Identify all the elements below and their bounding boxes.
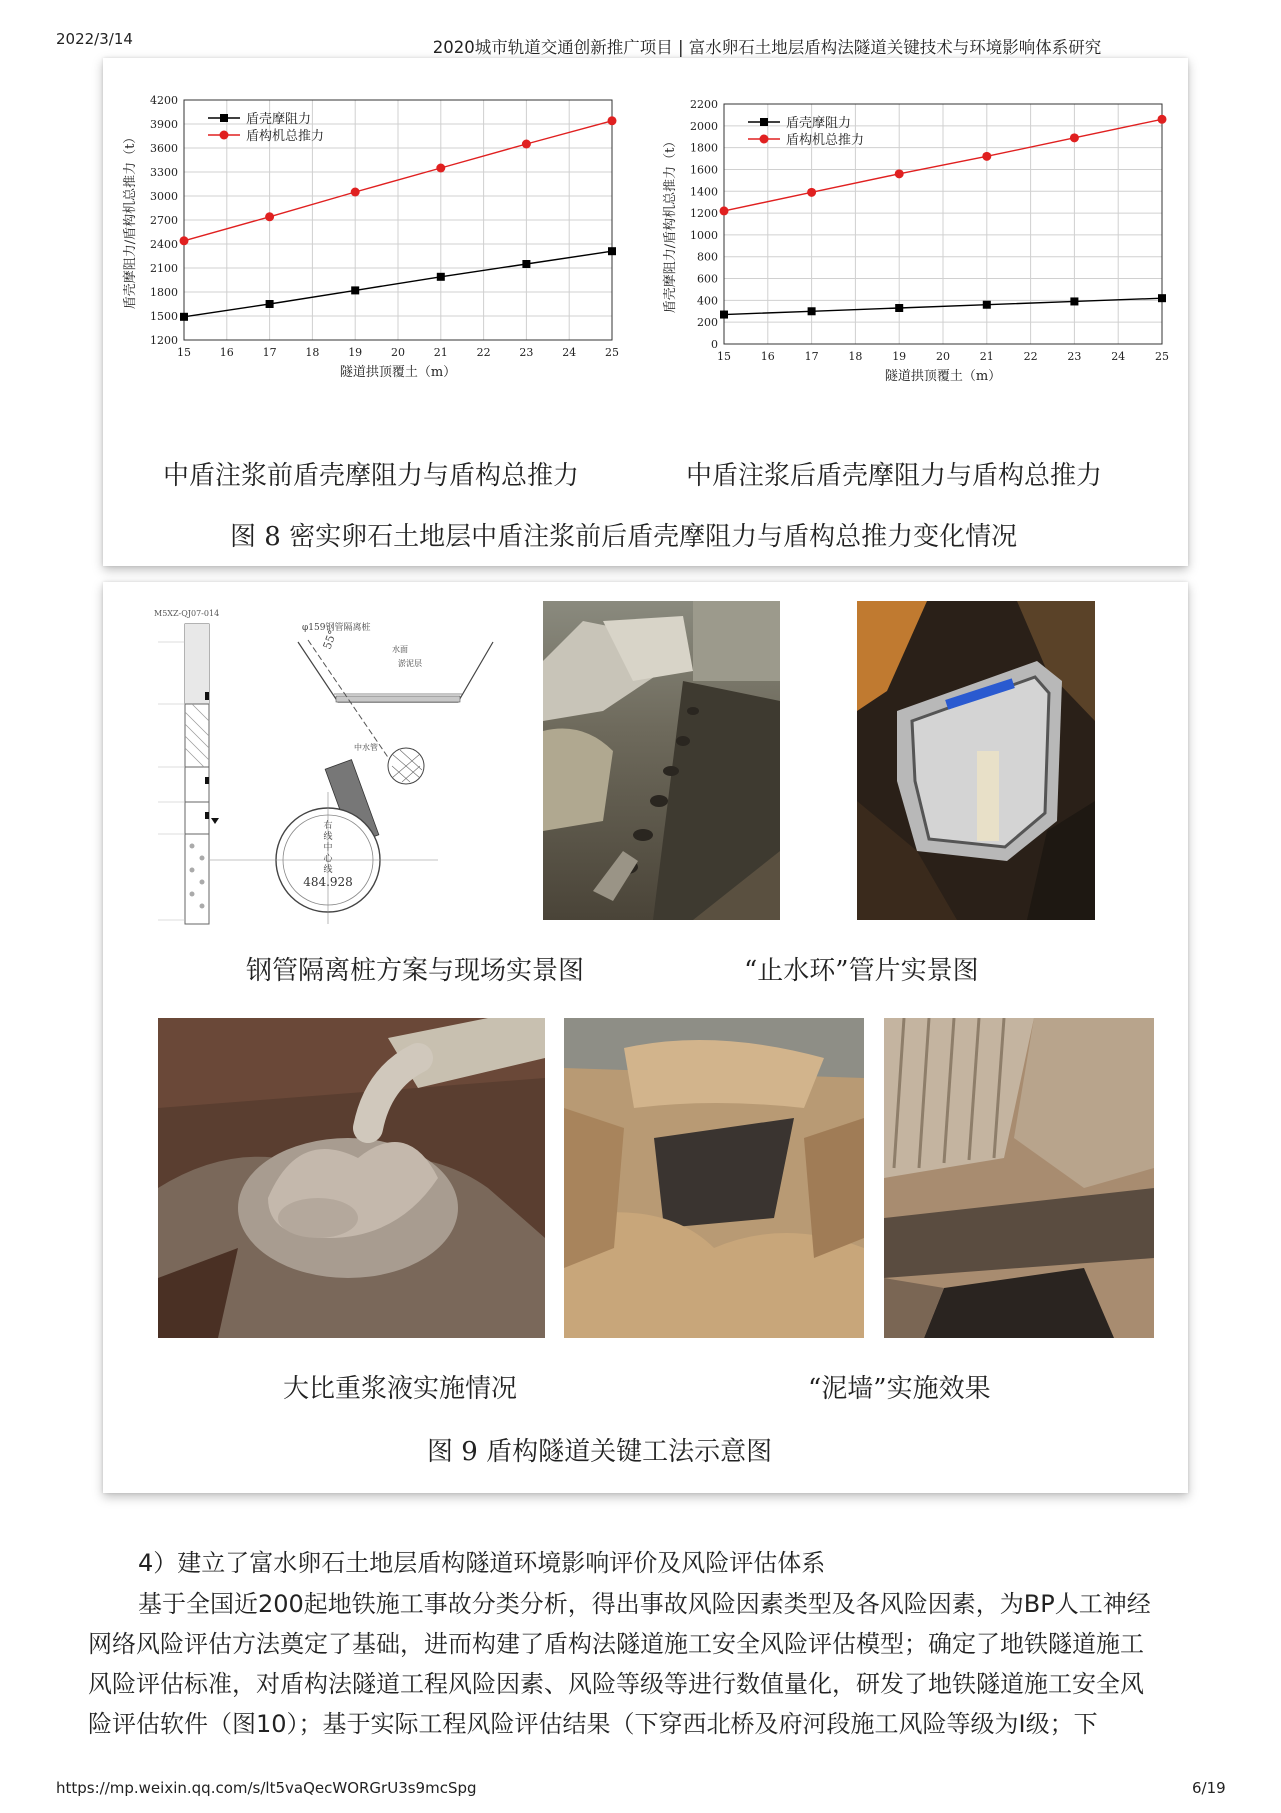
figure-8-caption: 图 8 密实卵石土地层中盾注浆前后盾壳摩阻力与盾构总推力变化情况 <box>230 522 1018 552</box>
chart-right-legend-label-0: 盾壳摩阻力 <box>786 116 852 131</box>
drawing-elevation-label: 484.928 <box>303 875 353 889</box>
drawing-center-label-4: 心 <box>323 854 333 864</box>
chart-right-point-1-1 <box>807 188 816 197</box>
chart-right-point-0-0 <box>720 311 728 319</box>
chart-right-point-1-2 <box>895 169 904 178</box>
print-page-title: 2020城市轨道交通创新推广项目 | 富水卵石土地层盾构法隧道关键技术与环境影响体系研究 <box>432 38 1102 57</box>
chart-right-y-tick-label-1: 200 <box>697 316 718 330</box>
drawing-water-label: 水面 <box>392 645 408 654</box>
chart-left-legend-marker-0 <box>220 114 228 122</box>
chart-left-x-tick-label-9: 24 <box>562 346 577 359</box>
chart-left-point-0-3 <box>437 273 445 281</box>
drawing-angle-label: 55° <box>320 628 340 652</box>
chart-right-x-axis-label: 隧道拱顶覆土（m） <box>884 369 1002 384</box>
chart-right-x-tick-label-4: 19 <box>892 350 907 363</box>
chart-left-point-0-2 <box>351 286 359 294</box>
chart-right-point-1-0 <box>720 206 729 215</box>
body-line-3: 风险评估标准，对盾构法隧道工程风险因素、风险等级等进行数值量化，研发了地铁隧道施工安全风 <box>88 1670 1144 1698</box>
chart-right-x-tick-label-5: 20 <box>936 350 950 363</box>
chart-left-y-tick-label-7: 3300 <box>150 166 178 179</box>
chart-left-x-axis-label: 隧道拱顶覆土（m） <box>339 365 457 380</box>
drawing-pipe2-label: 中水管 <box>354 743 378 752</box>
chart-left-x-tick-label-6: 21 <box>433 346 448 359</box>
chart-left-legend-marker-1 <box>220 131 229 140</box>
chart-right-point-1-4 <box>1070 133 1079 142</box>
chart-left-point-1-0 <box>180 236 189 245</box>
drawing-center-label-2: 线 <box>323 832 333 842</box>
chart-left-point-0-1 <box>266 300 274 308</box>
chart-left-x-tick-label-7: 22 <box>476 346 491 359</box>
caption-before-grouting: 中盾注浆前盾壳摩阻力与盾构总推力 <box>163 461 580 491</box>
chart-left-x-tick-label-8: 23 <box>519 346 534 359</box>
caption-isolation-pile: 钢管隔离桩方案与现场实景图 <box>246 956 585 986</box>
chart-right-x-tick-label-9: 24 <box>1111 350 1126 363</box>
chart-left-x-tick-label-3: 18 <box>305 346 320 359</box>
chart-right-y-tick-label-6: 1200 <box>690 207 718 221</box>
chart-right-x-tick-label-0: 15 <box>717 350 731 363</box>
drawing-code-label: M5XZ-QJ07-014 <box>154 609 220 618</box>
caption-heavy-grout: 大比重浆液实施情况 <box>283 1374 518 1404</box>
chart-left-point-1-5 <box>608 116 617 125</box>
drawing-mud-label: 淤泥层 <box>398 659 422 668</box>
drawing-center-label-1: 右 <box>323 821 333 831</box>
chart-before-grouting <box>120 88 620 418</box>
chart-right-x-tick-label-7: 22 <box>1023 350 1038 363</box>
chart-left-y-tick-label-2: 1800 <box>150 286 178 299</box>
chart-left-y-tick-label-10: 4200 <box>150 94 178 107</box>
chart-left-point-1-4 <box>522 140 531 149</box>
drawing-center-label-3: 中 <box>323 843 333 853</box>
chart-left-point-1-1 <box>265 212 274 221</box>
chart-left-y-tick-label-8: 3600 <box>150 142 178 155</box>
chart-right-y-tick-label-0: 0 <box>711 338 718 351</box>
chart-left-point-1-2 <box>351 188 360 197</box>
caption-mud-wall: “泥墙”实施效果 <box>808 1374 991 1404</box>
drawing-pipe-label: φ159钢管隔离桩 <box>302 623 371 633</box>
chart-right-point-0-2 <box>895 304 903 312</box>
chart-right-x-tick-label-3: 18 <box>848 350 863 363</box>
chart-left-point-0-4 <box>522 260 530 268</box>
chart-right-y-tick-label-7: 1400 <box>690 185 718 199</box>
photo-mud-wall-1 <box>564 1018 864 1338</box>
chart-right-point-1-5 <box>1158 115 1167 124</box>
drawing-center-label-5: 线 <box>323 865 333 875</box>
chart-left-point-0-0 <box>180 313 188 321</box>
chart-right-y-tick-label-10: 2000 <box>690 119 718 133</box>
chart-left-point-0-5 <box>608 247 616 255</box>
chart-left-x-tick-label-1: 16 <box>219 346 234 359</box>
chart-right-x-tick-label-10: 25 <box>1155 350 1169 363</box>
chart-left-y-axis-label: 盾壳摩阻力/盾构机总推力（t） <box>123 130 138 310</box>
chart-right-x-tick-label-6: 21 <box>979 350 994 363</box>
print-date: 2022/3/14 <box>56 30 133 48</box>
photo-water-stop-ring-segment <box>857 601 1095 920</box>
chart-right-legend-marker-1 <box>760 135 769 144</box>
chart-right-x-tick-label-1: 16 <box>760 350 775 363</box>
section-heading: 4）建立了富水卵石土地层盾构隧道环境影响评价及风险评估体系 <box>138 1549 826 1577</box>
chart-right-y-tick-label-4: 800 <box>697 250 718 264</box>
chart-left-x-tick-label-2: 17 <box>262 346 277 359</box>
chart-left-legend-label-0: 盾壳摩阻力 <box>246 112 312 127</box>
chart-left-x-tick-label-4: 19 <box>348 346 363 359</box>
chart-left-y-tick-label-1: 1500 <box>150 310 178 323</box>
chart-right-point-0-1 <box>808 307 816 315</box>
chart-left-y-tick-label-6: 3000 <box>150 190 178 203</box>
figure-9-caption: 图 9 盾构隧道关键工法示意图 <box>427 1437 773 1467</box>
chart-right-y-axis-label: 盾壳摩阻力/盾构机总推力（t） <box>663 134 678 314</box>
chart-right-x-tick-label-2: 17 <box>804 350 819 363</box>
chart-right-y-tick-label-11: 2200 <box>690 98 718 111</box>
chart-right-y-tick-label-3: 600 <box>697 272 718 286</box>
footer-url: https://mp.weixin.qq.com/s/lt5vaQecWORGrU3s9mcSpg <box>56 1779 477 1797</box>
chart-right-point-0-4 <box>1070 297 1078 305</box>
chart-left-x-tick-label-5: 20 <box>391 346 405 359</box>
chart-right-legend-marker-0 <box>760 118 768 126</box>
chart-right-y-tick-label-8: 1600 <box>690 163 718 177</box>
chart-right-y-tick-label-9: 1800 <box>690 141 718 155</box>
body-line-2: 网络风险评估方法奠定了基础，进而构建了盾构法隧道施工安全风险评估模型；确定了地铁隧道施工 <box>88 1630 1144 1658</box>
chart-left-x-tick-label-0: 15 <box>177 346 191 359</box>
photo-mud-wall-2 <box>884 1018 1154 1338</box>
chart-left-y-tick-label-4: 2400 <box>150 238 178 251</box>
body-line-1: 基于全国近200起地铁施工事故分类分析，得出事故风险因素类型及各风险因素，为BP人工神经 <box>138 1590 1151 1618</box>
footer-page-number: 6/19 <box>1192 1779 1226 1797</box>
chart-left-y-tick-label-0: 1200 <box>150 334 178 347</box>
chart-left-y-tick-label-3: 2100 <box>150 262 178 275</box>
chart-right-y-tick-label-5: 1000 <box>690 228 718 242</box>
chart-right-legend-label-1: 盾构机总推力 <box>786 133 865 148</box>
body-line-4: 险评估软件（图10）；基于实际工程风险评估结果（下穿西北桥及府河段施工风险等级为Ⅰ级；下 <box>88 1710 1098 1738</box>
caption-after-grouting: 中盾注浆后盾壳摩阻力与盾构总推力 <box>686 461 1103 491</box>
chart-left-point-1-3 <box>436 164 445 173</box>
chart-left-y-tick-label-5: 2700 <box>150 214 178 227</box>
chart-right-point-0-3 <box>983 301 991 309</box>
chart-right-y-tick-label-2: 400 <box>697 294 718 308</box>
chart-right-x-tick-label-8: 23 <box>1067 350 1082 363</box>
chart-right-point-1-3 <box>982 152 991 161</box>
chart-left-legend-label-1: 盾构机总推力 <box>246 129 325 144</box>
chart-left-x-tick-label-10: 25 <box>605 346 619 359</box>
chart-right-point-0-5 <box>1158 294 1166 302</box>
isolation-pile-drawing <box>148 602 533 927</box>
site-photo-steel-pipes <box>543 601 780 920</box>
chart-after-grouting <box>660 92 1170 422</box>
caption-water-stop-ring: “止水环”管片实景图 <box>744 956 979 986</box>
chart-left-y-tick-label-9: 3900 <box>150 118 178 131</box>
photo-heavy-grout <box>158 1018 545 1338</box>
